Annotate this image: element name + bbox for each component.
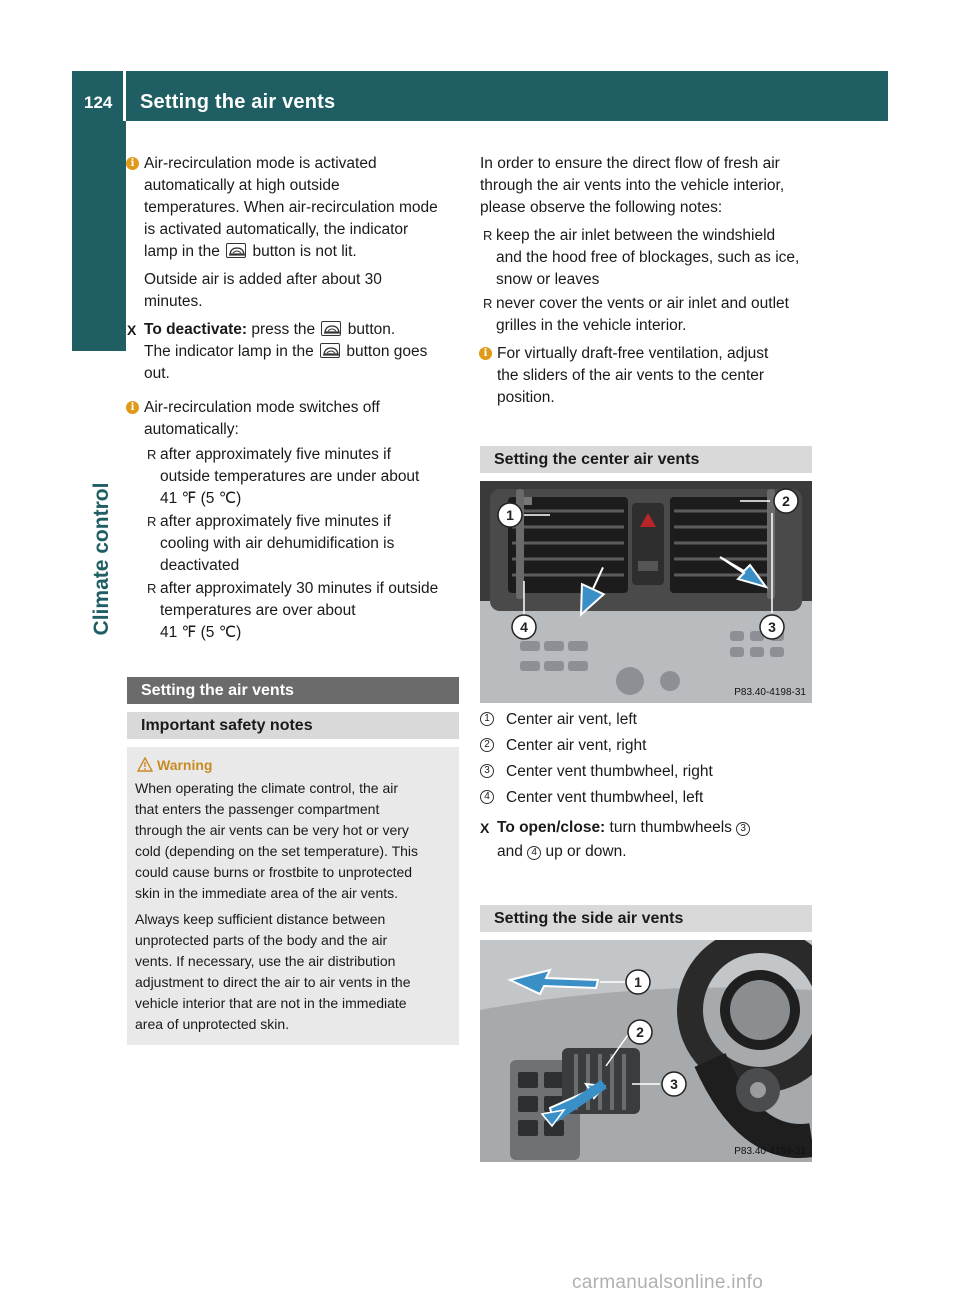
- text-line: Always keep sufficient distance between: [135, 911, 386, 927]
- text-line: [497, 817, 812, 839]
- info-note-recirculation: [127, 153, 459, 313]
- warning-triangle-icon: [137, 757, 153, 772]
- info-icon: i: [126, 401, 139, 414]
- photo-code: P83.40-4199-31: [734, 1146, 806, 1157]
- text-fragment: button goes: [346, 343, 428, 360]
- text-line: grilles in the vehicle interior.: [496, 317, 687, 334]
- bullet-item: [480, 293, 812, 337]
- left-column: [127, 153, 459, 1045]
- info-note-auto-off: [127, 397, 459, 441]
- text-line: out.: [144, 365, 170, 382]
- info-icon: i: [479, 347, 492, 360]
- page-title: Setting the air vents: [140, 91, 336, 113]
- side-tab-label: Climate control: [90, 482, 113, 636]
- text-line: cooling with air dehumidification is: [160, 535, 395, 552]
- bullet-item: [480, 225, 812, 291]
- bullet-item: [127, 578, 459, 644]
- text-line: vehicle interior that are not in the immediate: [135, 995, 407, 1011]
- side-tab-label-box: [72, 470, 126, 650]
- recirculation-button-icon: [226, 243, 246, 258]
- legend-number-icon: 1: [480, 712, 494, 726]
- svg-text:3: 3: [670, 1076, 678, 1092]
- text-line: [144, 341, 459, 363]
- text-fragment: button.: [347, 321, 396, 338]
- right-column: [480, 153, 812, 1162]
- text-line: snow or leaves: [496, 271, 600, 288]
- svg-text:2: 2: [782, 493, 790, 509]
- legend-item: [480, 735, 812, 757]
- step-label: To deactivate:: [144, 321, 248, 338]
- open-close-step: [480, 817, 812, 863]
- legend-number-icon: 4: [480, 790, 494, 804]
- step-arrow-icon: X: [127, 322, 137, 338]
- text-line: and the hood free of blockages, such as ice,: [496, 249, 800, 266]
- legend-text: Center vent thumbwheel, left: [506, 789, 704, 806]
- text-line: temperatures. When air-recirculation mode: [144, 199, 438, 216]
- text-line: 41 ℉ (5 ℃): [160, 624, 242, 641]
- text-line: the sliders of the air vents to the center: [497, 367, 765, 384]
- step-arrow-icon: X: [480, 820, 490, 836]
- info-icon: i: [126, 157, 139, 170]
- text-line: Outside air is added after about 30: [144, 271, 382, 288]
- svg-text:2: 2: [636, 1024, 644, 1040]
- center-vents-photo: [480, 481, 812, 703]
- text-line: automatically:: [144, 421, 239, 438]
- text-line: temperatures are over about: [160, 602, 356, 619]
- page-number: 124: [84, 93, 113, 112]
- text-line: unprotected parts of the body and the air: [135, 932, 388, 948]
- bullet-item: [127, 511, 459, 577]
- text-line: For virtually draft-free ventilation, adjust: [497, 345, 769, 362]
- text-line: position.: [497, 389, 555, 406]
- text-fragment: button is not lit.: [252, 243, 357, 260]
- text-line: through the air vents into the vehicle interior,: [480, 177, 785, 194]
- section-header-center-vents: Setting the center air vents: [480, 446, 812, 473]
- recirculation-button-icon: [320, 343, 340, 358]
- svg-text:1: 1: [634, 974, 642, 990]
- text-line: vents. If necessary, use the air distribution: [135, 953, 396, 969]
- text-line: could cause burns or frostbite to unprotected: [135, 864, 413, 880]
- warning-paragraph: [135, 778, 451, 904]
- text-fragment: lamp in the: [144, 243, 220, 260]
- text-line: after approximately 30 minutes if outside: [160, 580, 439, 597]
- warning-title: [135, 755, 451, 776]
- legend-text: Center air vent, right: [506, 737, 647, 754]
- recirculation-button-icon: [321, 321, 341, 336]
- text-line: When operating the climate control, the air: [135, 780, 399, 796]
- side-tab-bar: [72, 121, 126, 351]
- text-fragment: up or down.: [545, 843, 627, 860]
- bullet-icon: R: [147, 581, 157, 596]
- subsection-header-safety: Important safety notes: [127, 712, 459, 739]
- bullet-item: [127, 444, 459, 510]
- step-label: To open/close:: [497, 819, 606, 836]
- section-header-air-vents: Setting the air vents: [127, 677, 459, 704]
- photo-code: P83.40-4198-31: [734, 687, 806, 698]
- text-line: outside temperatures are under about: [160, 468, 420, 485]
- svg-text:4: 4: [520, 619, 528, 635]
- legend-text: Center vent thumbwheel, right: [506, 763, 713, 780]
- text-fragment: and: [497, 843, 523, 860]
- text-line: minutes.: [144, 293, 203, 310]
- text-line: automatically at high outside: [144, 177, 340, 194]
- legend-number-icon: 2: [480, 738, 494, 752]
- text-line: [144, 319, 459, 341]
- legend-text: Center air vent, left: [506, 711, 637, 728]
- info-note-draft-free: [480, 343, 812, 409]
- text-fragment: turn thumbwheels: [609, 819, 732, 836]
- text-line: [144, 241, 459, 263]
- section-header-side-vents: Setting the side air vents: [480, 905, 812, 932]
- text-line: deactivated: [160, 557, 240, 574]
- side-vents-photo: [480, 940, 812, 1162]
- text-line: In order to ensure the direct flow of fresh air: [480, 155, 780, 172]
- text-line: area of unprotected skin.: [135, 1016, 290, 1032]
- warning-paragraph: [135, 909, 451, 1035]
- text-line: that enters the passenger compartment: [135, 801, 380, 817]
- text-line: after approximately five minutes if: [160, 513, 391, 530]
- callout-number-icon: 4: [527, 846, 541, 860]
- text-line: please observe the following notes:: [480, 199, 723, 216]
- warning-title-text: Warning: [157, 757, 213, 773]
- legend-number-icon: 3: [480, 764, 494, 778]
- legend-list: [480, 709, 812, 809]
- legend-item: [480, 761, 812, 783]
- text-line: keep the air inlet between the windshield: [496, 227, 776, 244]
- text-fragment: press the: [251, 321, 316, 338]
- center-vents-illustration: [480, 481, 812, 703]
- bullet-icon: R: [483, 228, 493, 243]
- side-vents-illustration: [480, 940, 812, 1162]
- deactivate-step: [127, 319, 459, 385]
- legend-item: [480, 709, 812, 731]
- intro-paragraph: [480, 153, 812, 219]
- bullet-icon: R: [147, 514, 157, 529]
- text-line: skin in the immediate area of the air vents.: [135, 885, 399, 901]
- legend-item: [480, 787, 812, 809]
- bullet-icon: R: [483, 296, 493, 311]
- text-line: 41 ℉ (5 ℃): [160, 490, 242, 507]
- svg-text:1: 1: [506, 507, 514, 523]
- svg-text:3: 3: [768, 619, 776, 635]
- text-line: [497, 841, 812, 863]
- text-line: adjustment to direct the air to air vents in the: [135, 974, 411, 990]
- text-line: after approximately five minutes if: [160, 446, 391, 463]
- warning-box: [127, 747, 459, 1045]
- callout-number-icon: 3: [736, 822, 750, 836]
- text-fragment: The indicator lamp in the: [144, 343, 314, 360]
- text-line: is activated automatically, the indicator: [144, 221, 409, 238]
- text-line: never cover the vents or air inlet and outlet: [496, 295, 789, 312]
- watermark: carmanualsonline.info: [572, 1272, 764, 1293]
- text-line: Air-recirculation mode is activated: [144, 155, 377, 172]
- text-line: Air-recirculation mode switches off: [144, 399, 380, 416]
- text-line: through the air vents can be very hot or very: [135, 822, 409, 838]
- text-line: cold (depending on the set temperature). This: [135, 843, 419, 859]
- bullet-icon: R: [147, 447, 157, 462]
